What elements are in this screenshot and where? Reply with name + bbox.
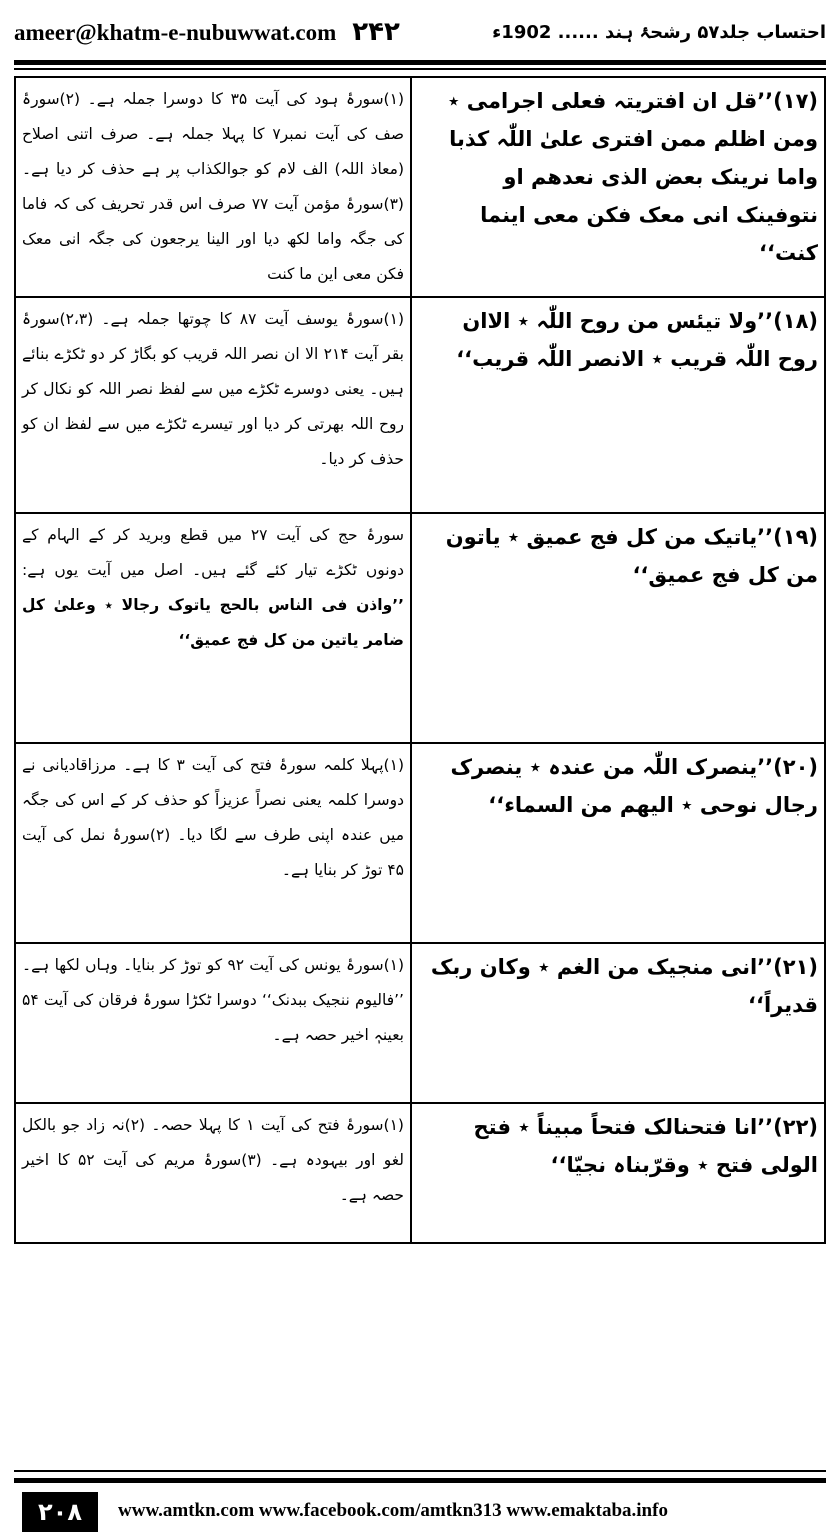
footer-rule-thick [14, 1478, 826, 1483]
arabic-text-cell: (۱۸)’’ولا تیئس من روح اللّٰہ ٭ الاان روح اللّٰہ قریب ٭ الانصر اللّٰہ قریب‘‘ [411, 297, 825, 513]
quran-quote: ’’واذن فی الناس بالحج یاتوک رجالا ٭ وعلیٰ کل ضامر یاتین من کل فج عمیق‘‘ [22, 596, 404, 649]
header-rule-thick [14, 60, 826, 65]
revelations-table [14, 76, 826, 1244]
original-page-number: ۲۴۲ [352, 17, 400, 47]
page-number-badge: ۲۰۸ [22, 1492, 98, 1532]
page-header [14, 8, 826, 56]
footer-rule-thin [14, 1470, 826, 1472]
header-rule-thin [14, 68, 826, 70]
table-row [15, 943, 825, 1103]
header-email: ameer@khatm-e-nubuwwat.com [14, 20, 337, 45]
book-title: احتساب جلد۵۷ رشحۂ ہند ...... 1902ء [492, 21, 826, 43]
arabic-text-cell: (۱۷)’’قل ان افتریتہ فعلی اجرامی ٭ ومن اظلم ممن افتری علیٰ اللّٰہ کذبا واما نرینک بعض الذی نعدھم او نتوفینک انی معک فکن معی اینما کنت‘‘ [411, 77, 825, 297]
explanation-cell: (۱)سورۂ یونس کی آیت ۹۲ کو توڑ کر بنایا۔ وہاں لکھا ہے۔ ’’فالیوم ننجیک ببدنک‘‘ دوسرا ٹکڑا سورۂ فرقان کی آیت ۵۴ بعینہٖ اخیر حصہ ہے۔ [15, 943, 411, 1103]
explanation-cell: (۱)سورۂ فتح کی آیت ۱ کا پہلا حصہ۔ (۲)نہ زاد جو بالکل لغو اور بیہودہ ہے۔ (۳)سورۂ مریم کی آیت ۵۲ کا اخیر حصہ ہے۔ [15, 1103, 411, 1243]
table-row [15, 297, 825, 513]
arabic-text-cell: (۲۱)’’انی منجیک من الغم ٭ وکان ربک قدیراً‘‘ [411, 943, 825, 1103]
arabic-text-cell: (۲۲)’’انا فتحنالک فتحاً مبیناً ٭ فتح الولی فتح ٭ وقرّبناہ نجیّا‘‘ [411, 1103, 825, 1243]
table-row [15, 743, 825, 943]
footer-urls: www.amtkn.com www.facebook.com/amtkn313 www.emaktaba.info [118, 1500, 668, 1521]
explanation-cell: (۱)پہلا کلمہ سورۂ فتح کی آیت ۳ کا ہے۔ مرزاقادیانی نے دوسرا کلمہ یعنی نصراً عزیزاً کو حذف کر کے اس کی جگہ میں عندہ اپنی طرف سے لگا دیا۔ (۲)سورۂ نمل کی آیت ۴۵ توڑ کر بنایا ہے۔ [15, 743, 411, 943]
table-row [15, 513, 825, 743]
arabic-text-cell: (۱۹)’’یاتیک من کل فج عمیق ٭ یاتون من کل فج عمیق‘‘ [411, 513, 825, 743]
table-row [15, 77, 825, 297]
explanation-cell: (۱)سورۂ یوسف آیت ۸۷ کا چوتھا جملہ ہے۔ (۲،۳)سورۂ بقر آیت ۲۱۴ الا ان نصر اللہ قریب کو بگاڑ کر دو ٹکڑے بنائے ہیں۔ یعنی دوسرے ٹکڑے میں سے لفظ نصر اللہ کو نکال کر روح اللہ بھرتی کر دیا اور تیسرے ٹکڑے میں سے لفظ ان کو حذف کر دیا۔ [15, 297, 411, 513]
explanation-text: سورۂ حج کی آیت ۲۷ میں قطع وبرید کر کے الہام کے دونوں ٹکڑے تیار کئے گئے ہیں۔ اصل میں آیت یوں ہے: [22, 526, 404, 579]
explanation-cell [15, 513, 411, 743]
explanation-cell: (۱)سورۂ ہود کی آیت ۳۵ کا دوسرا جملہ ہے۔ (۲)سورۂ صف کی آیت نمبر۷ کا پہلا جملہ ہے۔ صرف اتنی اصلاح (معاذ اللہ) الف لام کو جوالکذاب پر ہے حذف کر دیا ہے۔ (۳)سورۂ مؤمن آیت ۷۷ صرف اس قدر تحریف کی کہ فاما کی جگہ واما لکھ دیا اور الینا یرجعون کی جگہ انی معک فکن معی این ما کنت [15, 77, 411, 297]
table-row [15, 1103, 825, 1243]
arabic-text-cell: (۲۰)’’ینصرک اللّٰہ من عندہ ٭ ینصرک رجال نوحی ٭ الیھم من السماء‘‘ [411, 743, 825, 943]
header-left [14, 17, 400, 47]
